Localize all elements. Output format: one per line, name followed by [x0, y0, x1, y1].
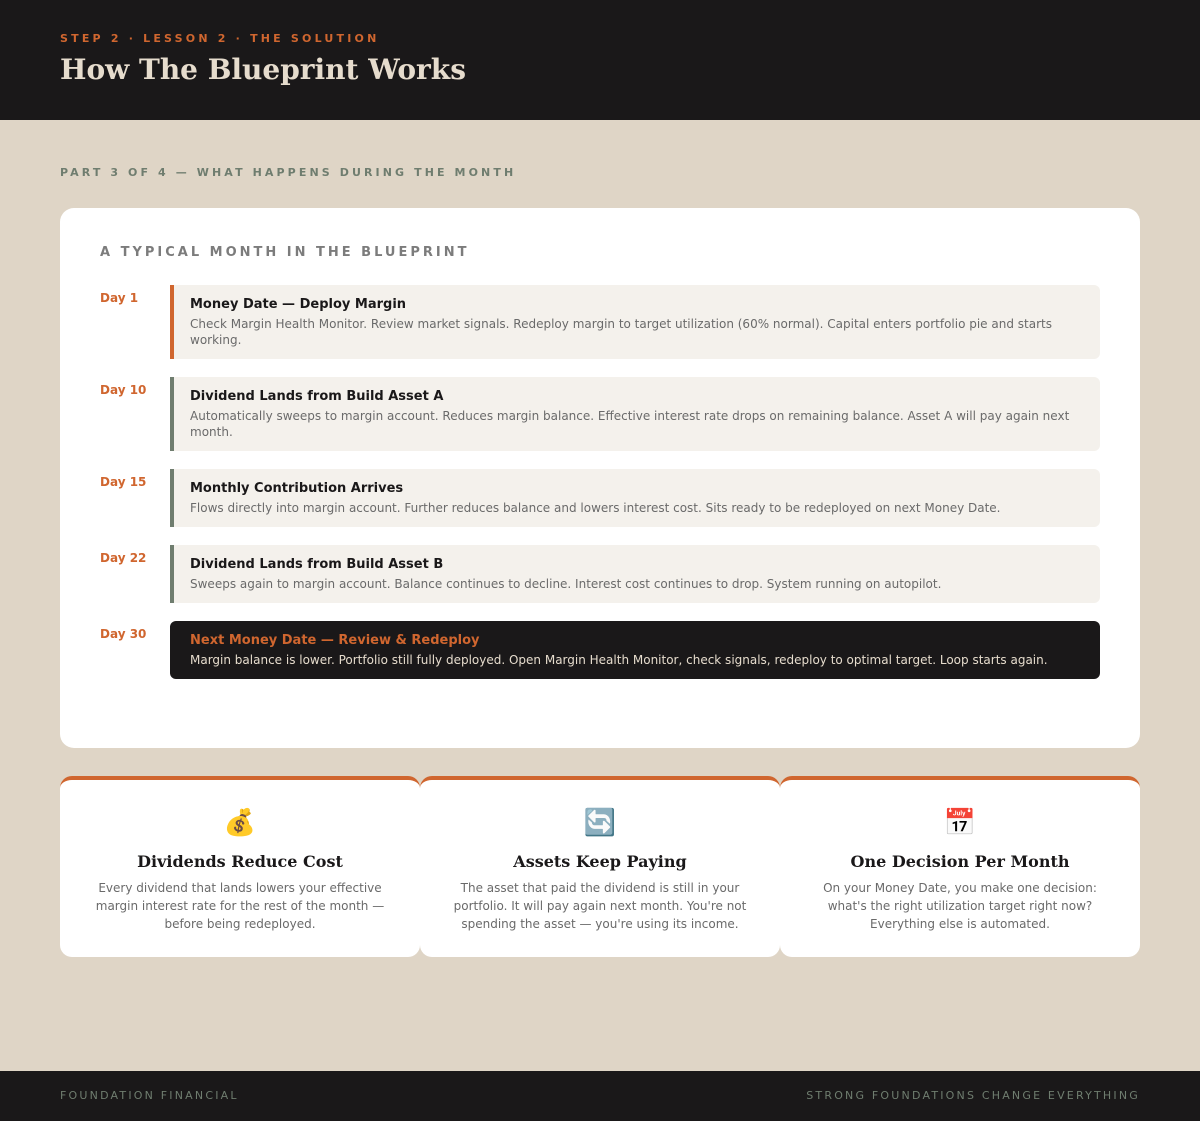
feature-description: The asset that paid the dividend is still in your portfolio. It will pay again next month. You're not spending the asset — you're using its income. — [453, 881, 747, 931]
feature-cards — [60, 776, 1140, 957]
timeline-row — [100, 621, 1100, 679]
feature-card-assets — [420, 776, 780, 957]
page-footer — [0, 1071, 1200, 1121]
event-description: Automatically sweeps to margin account. Reduces margin balance. Effective interest rate drops on remaining balance. Asset A will pay again next month. — [190, 409, 1070, 439]
typical-month-card — [60, 208, 1140, 748]
feature-description: On your Money Date, you make one decision: what's the right utilization target right now? Everything else is automated. — [823, 881, 1097, 931]
page-title: How The Blueprint Works — [60, 53, 466, 86]
feature-card-decision — [780, 776, 1140, 957]
event-title: Dividend Lands from Build Asset A — [190, 389, 444, 404]
event-description: Margin balance is lower. Portfolio still fully deployed. Open Margin Health Monitor, check signals, redeploy to optimal target. Loop starts again. — [190, 653, 1048, 667]
timeline-event — [170, 285, 1100, 359]
event-title: Next Money Date — Review & Redeploy — [190, 633, 480, 648]
event-description: Sweeps again to margin account. Balance continues to decline. Interest cost continues to drop. System running on autopilot. — [190, 577, 942, 591]
timeline-event-highlight — [170, 621, 1100, 679]
event-title: Monthly Contribution Arrives — [190, 481, 404, 496]
page-header — [0, 0, 1200, 120]
card-heading: A TYPICAL MONTH IN THE BLUEPRINT — [100, 245, 470, 260]
timeline-day: Day 22 — [100, 551, 147, 565]
money-bag-icon: 💰 — [223, 808, 257, 838]
month-timeline — [100, 285, 1100, 679]
calendar-icon: 📅 — [943, 808, 977, 838]
lesson-eyebrow: STEP 2 · LESSON 2 · THE SOLUTION — [60, 32, 380, 45]
feature-description: Every dividend that lands lowers your effective margin interest rate for the rest of the month — before being redeployed. — [95, 881, 385, 931]
event-description: Flows directly into margin account. Further reduces balance and lowers interest cost. Sits ready to be redeployed on next Money Date. — [190, 501, 1001, 515]
event-title: Dividend Lands from Build Asset B — [190, 557, 444, 572]
section-label: PART 3 OF 4 — WHAT HAPPENS DURING THE MONTH — [60, 166, 517, 179]
timeline-row — [100, 377, 1100, 451]
timeline-event — [170, 377, 1100, 451]
timeline-day: Day 30 — [100, 627, 147, 641]
footer-brand: FOUNDATION FINANCIAL — [60, 1089, 239, 1102]
timeline-event — [170, 545, 1100, 603]
timeline-row — [100, 285, 1100, 359]
feature-title: Assets Keep Paying — [513, 852, 687, 871]
timeline-day: Day 10 — [100, 383, 147, 397]
timeline-day: Day 1 — [100, 291, 139, 305]
event-title: Money Date — Deploy Margin — [190, 297, 407, 312]
refresh-icon: 🔄 — [583, 808, 617, 838]
timeline-day: Day 15 — [100, 475, 147, 489]
event-description: Check Margin Health Monitor. Review market signals. Redeploy margin to target utilization (60% normal). Capital enters portfolio pie and starts working. — [190, 317, 1052, 347]
feature-card-dividends — [60, 776, 420, 957]
timeline-row — [100, 545, 1100, 603]
timeline-event — [170, 469, 1100, 527]
feature-title: Dividends Reduce Cost — [137, 852, 343, 871]
feature-title: One Decision Per Month — [850, 852, 1070, 871]
timeline-row — [100, 469, 1100, 527]
footer-tagline: STRONG FOUNDATIONS CHANGE EVERYTHING — [806, 1089, 1140, 1102]
